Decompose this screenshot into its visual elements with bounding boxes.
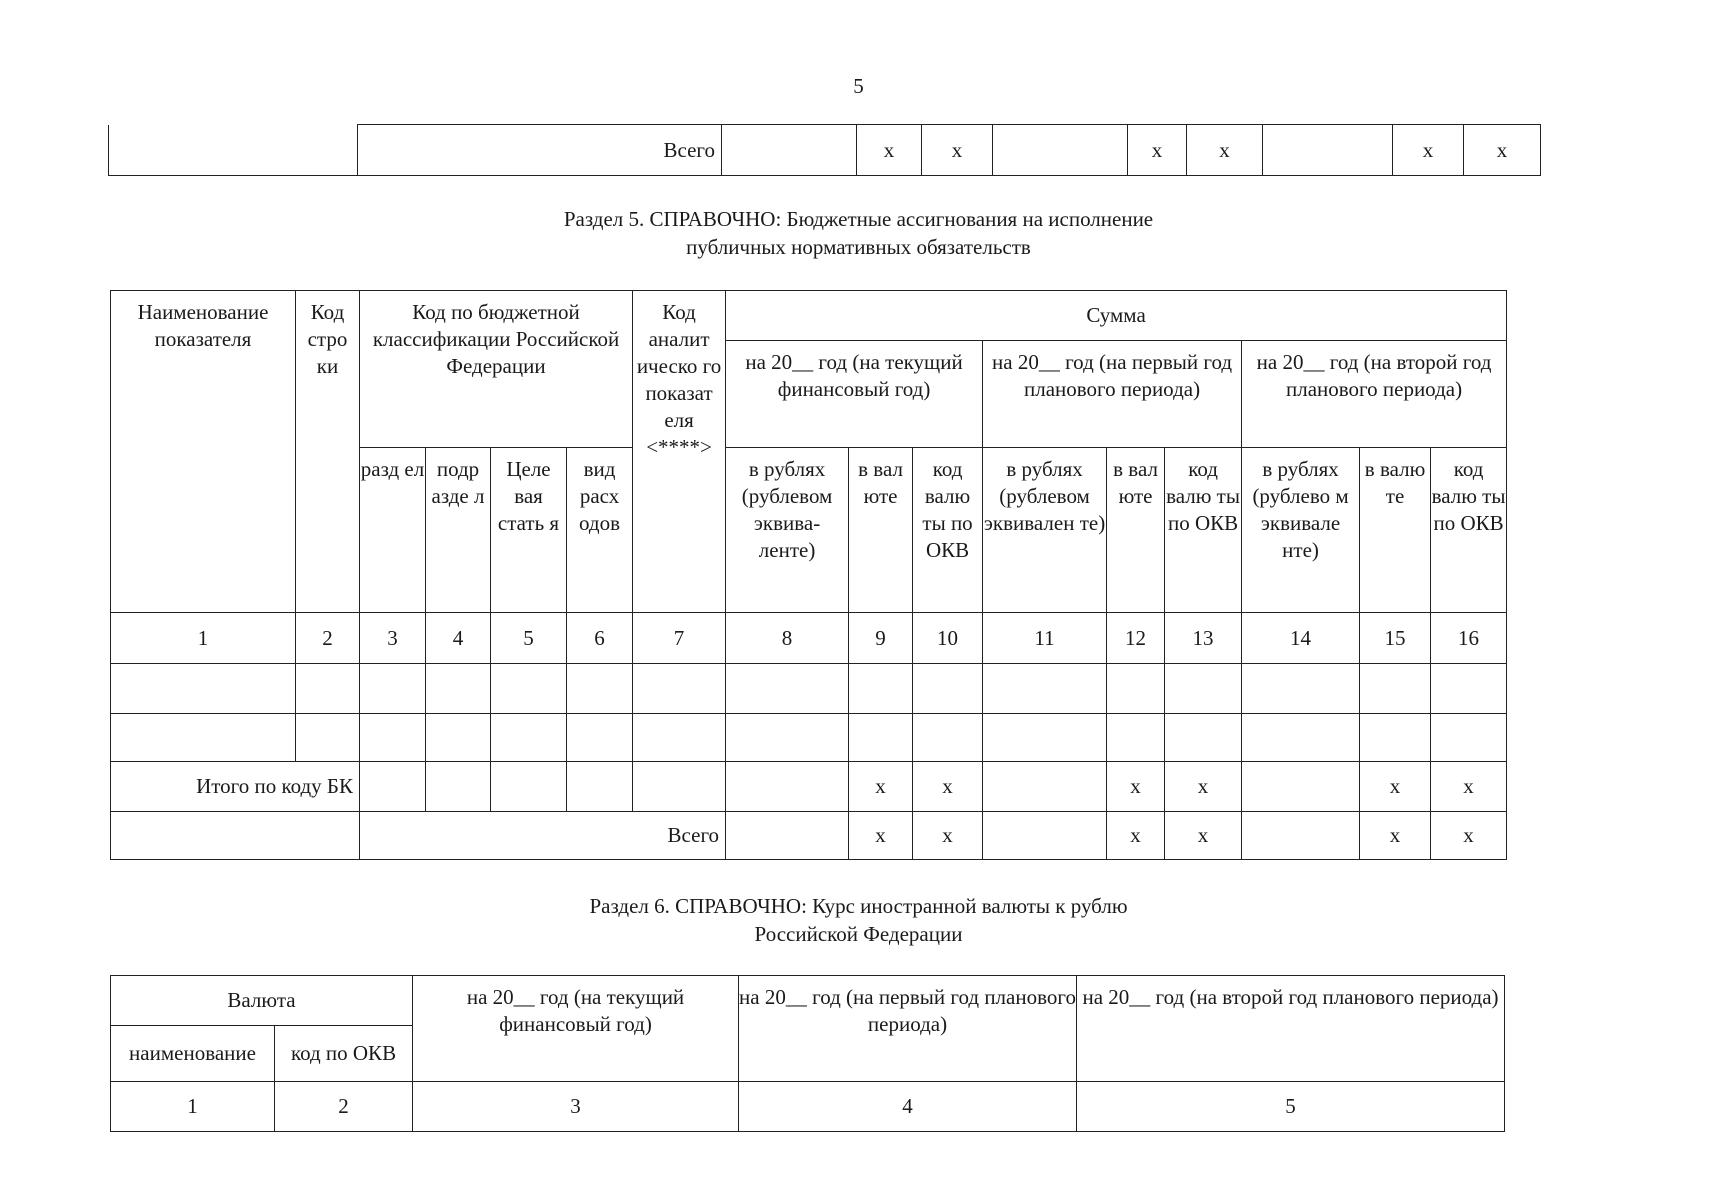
mark-cell: x bbox=[913, 762, 983, 812]
data-cell bbox=[426, 664, 491, 714]
data-cell bbox=[426, 762, 491, 812]
header-sum: Сумма bbox=[726, 291, 1507, 341]
header-row-code: Код стро ки bbox=[296, 291, 360, 613]
top-cell bbox=[722, 125, 857, 176]
mark-cell: x bbox=[849, 812, 913, 860]
header-expense-type: вид расх одов bbox=[567, 448, 633, 613]
mark-cell: x bbox=[1107, 812, 1165, 860]
header-year-first: на 20__ год (на первый год планового периода) bbox=[983, 341, 1242, 448]
data-cell bbox=[296, 714, 360, 762]
column-number: 16 bbox=[1431, 613, 1507, 664]
data-cell bbox=[913, 664, 983, 714]
top-mark: x bbox=[1464, 125, 1541, 176]
mark-cell: x bbox=[1107, 762, 1165, 812]
data-cell bbox=[1431, 664, 1507, 714]
header-currency-current: в вал юте bbox=[849, 448, 913, 613]
top-blank-cell bbox=[109, 125, 358, 176]
data-cell bbox=[913, 714, 983, 762]
column-number: 5 bbox=[1077, 1082, 1505, 1132]
data-cell bbox=[567, 664, 633, 714]
data-cell bbox=[1165, 714, 1242, 762]
data-cell bbox=[1242, 762, 1360, 812]
data-cell bbox=[726, 812, 849, 860]
header-rub-second: в рублях (рублево м эквивале нте) bbox=[1242, 448, 1360, 613]
top-mark: x bbox=[857, 125, 922, 176]
data-cell bbox=[360, 762, 426, 812]
header-rate-year-first: на 20__ год (на первый год планового периода) bbox=[739, 976, 1077, 1082]
column-number: 1 bbox=[111, 1082, 275, 1132]
data-cell bbox=[360, 664, 426, 714]
header-section: разд ел bbox=[360, 448, 426, 613]
mark-cell: x bbox=[1360, 812, 1431, 860]
top-cell bbox=[993, 125, 1128, 176]
header-currency: Валюта bbox=[111, 976, 413, 1026]
table-row bbox=[111, 664, 1507, 714]
data-cell bbox=[1242, 714, 1360, 762]
column-number: 7 bbox=[633, 613, 726, 664]
section5-table bbox=[110, 290, 1507, 860]
header-currency-name: наименование bbox=[111, 1026, 275, 1082]
data-cell bbox=[567, 762, 633, 812]
column-number: 11 bbox=[983, 613, 1107, 664]
column-number: 5 bbox=[491, 613, 567, 664]
header-target-item: Целе вая стать я bbox=[491, 448, 567, 613]
top-mark: x bbox=[1393, 125, 1464, 176]
column-number: 15 bbox=[1360, 613, 1431, 664]
column-number: 2 bbox=[275, 1082, 413, 1132]
data-cell bbox=[726, 762, 849, 812]
header-rub-first: в рублях (рублевом эквивален те) bbox=[983, 448, 1107, 613]
section6-table bbox=[110, 975, 1505, 1132]
header-budget-classification: Код по бюджетной классификации Российской Федерации bbox=[360, 291, 633, 448]
section5-title bbox=[0, 205, 1717, 261]
data-cell bbox=[491, 664, 567, 714]
top-continuation-table bbox=[108, 124, 1541, 176]
header-okv-first: код валю ты по ОКВ bbox=[1165, 448, 1242, 613]
column-number: 13 bbox=[1165, 613, 1242, 664]
column-number: 4 bbox=[739, 1082, 1077, 1132]
data-cell bbox=[983, 664, 1107, 714]
column-number: 1 bbox=[111, 613, 296, 664]
mark-cell: x bbox=[1431, 762, 1507, 812]
data-cell bbox=[849, 714, 913, 762]
column-number: 10 bbox=[913, 613, 983, 664]
header-currency-first: в вал юте bbox=[1107, 448, 1165, 613]
header-rub-current: в рублях (рублевом эквива- ленте) bbox=[726, 448, 849, 613]
top-mark: x bbox=[922, 125, 993, 176]
subtotal-row bbox=[111, 762, 1507, 812]
data-cell bbox=[849, 664, 913, 714]
data-cell bbox=[1242, 664, 1360, 714]
data-cell bbox=[1165, 664, 1242, 714]
header-analytic-code: Код аналит ическо го показат еля <****> bbox=[633, 291, 726, 613]
column-number: 3 bbox=[413, 1082, 739, 1132]
column-number: 3 bbox=[360, 613, 426, 664]
section6-title bbox=[0, 892, 1717, 948]
data-cell bbox=[633, 664, 726, 714]
header-rate-year-current: на 20__ год (на текущий финансовый год) bbox=[413, 976, 739, 1082]
data-cell bbox=[567, 714, 633, 762]
data-cell bbox=[360, 714, 426, 762]
data-cell bbox=[296, 664, 360, 714]
mark-cell: x bbox=[1165, 812, 1242, 860]
header-okv-current: код валю ты по ОКВ bbox=[913, 448, 983, 613]
data-cell bbox=[111, 664, 296, 714]
data-cell bbox=[983, 812, 1107, 860]
header-subsection: подр азде л bbox=[426, 448, 491, 613]
data-cell bbox=[633, 762, 726, 812]
column-number: 14 bbox=[1242, 613, 1360, 664]
mark-cell: x bbox=[1360, 762, 1431, 812]
mark-cell: x bbox=[1165, 762, 1242, 812]
header-currency-okv-code: код по ОКВ bbox=[275, 1026, 413, 1082]
column-number-row bbox=[111, 1082, 1505, 1132]
section6-title-line1: Раздел 6. СПРАВОЧНО: Курс иностранной валюты к рублю bbox=[589, 894, 1128, 918]
column-number: 2 bbox=[296, 613, 360, 664]
data-cell bbox=[983, 714, 1107, 762]
data-cell bbox=[426, 714, 491, 762]
column-number: 4 bbox=[426, 613, 491, 664]
mark-cell: x bbox=[913, 812, 983, 860]
data-cell bbox=[1107, 664, 1165, 714]
data-cell bbox=[726, 714, 849, 762]
subtotal-label: Итого по коду БК bbox=[111, 762, 360, 812]
mark-cell: x bbox=[1431, 812, 1507, 860]
top-mark: x bbox=[1187, 125, 1263, 176]
page-number: 5 bbox=[853, 74, 864, 98]
data-cell bbox=[726, 664, 849, 714]
total-label: Всего bbox=[360, 812, 726, 860]
top-total-label: Всего bbox=[358, 125, 722, 176]
header-indicator-name: Наименование показателя bbox=[111, 291, 296, 613]
data-cell bbox=[633, 714, 726, 762]
data-cell bbox=[111, 812, 360, 860]
mark-cell: x bbox=[849, 762, 913, 812]
data-cell bbox=[1242, 812, 1360, 860]
header-year-second: на 20__ год (на второй год планового периода) bbox=[1242, 341, 1507, 448]
section5-title-line1: Раздел 5. СПРАВОЧНО: Бюджетные ассигнования на исполнение bbox=[563, 207, 1154, 231]
header-currency-second: в валю те bbox=[1360, 448, 1431, 613]
column-number-row bbox=[111, 613, 1507, 664]
header-year-current: на 20__ год (на текущий финансовый год) bbox=[726, 341, 983, 448]
data-cell bbox=[111, 714, 296, 762]
header-rate-year-second: на 20__ год (на второй год планового периода) bbox=[1077, 976, 1505, 1082]
column-number: 6 bbox=[567, 613, 633, 664]
data-cell bbox=[983, 762, 1107, 812]
top-mark: x bbox=[1128, 125, 1187, 176]
data-cell bbox=[1107, 714, 1165, 762]
data-cell bbox=[1360, 714, 1431, 762]
header-okv-second: код валю ты по ОКВ bbox=[1431, 448, 1507, 613]
table-row bbox=[111, 714, 1507, 762]
column-number: 9 bbox=[849, 613, 913, 664]
top-cell bbox=[1263, 125, 1393, 176]
column-number: 8 bbox=[726, 613, 849, 664]
section6-title-line2: Российской Федерации bbox=[754, 922, 963, 946]
data-cell bbox=[491, 714, 567, 762]
data-cell bbox=[1360, 664, 1431, 714]
data-cell bbox=[1431, 714, 1507, 762]
data-cell bbox=[491, 762, 567, 812]
total-row bbox=[111, 812, 1507, 860]
section5-title-line2: публичных нормативных обязательств bbox=[686, 235, 1031, 259]
column-number: 12 bbox=[1107, 613, 1165, 664]
